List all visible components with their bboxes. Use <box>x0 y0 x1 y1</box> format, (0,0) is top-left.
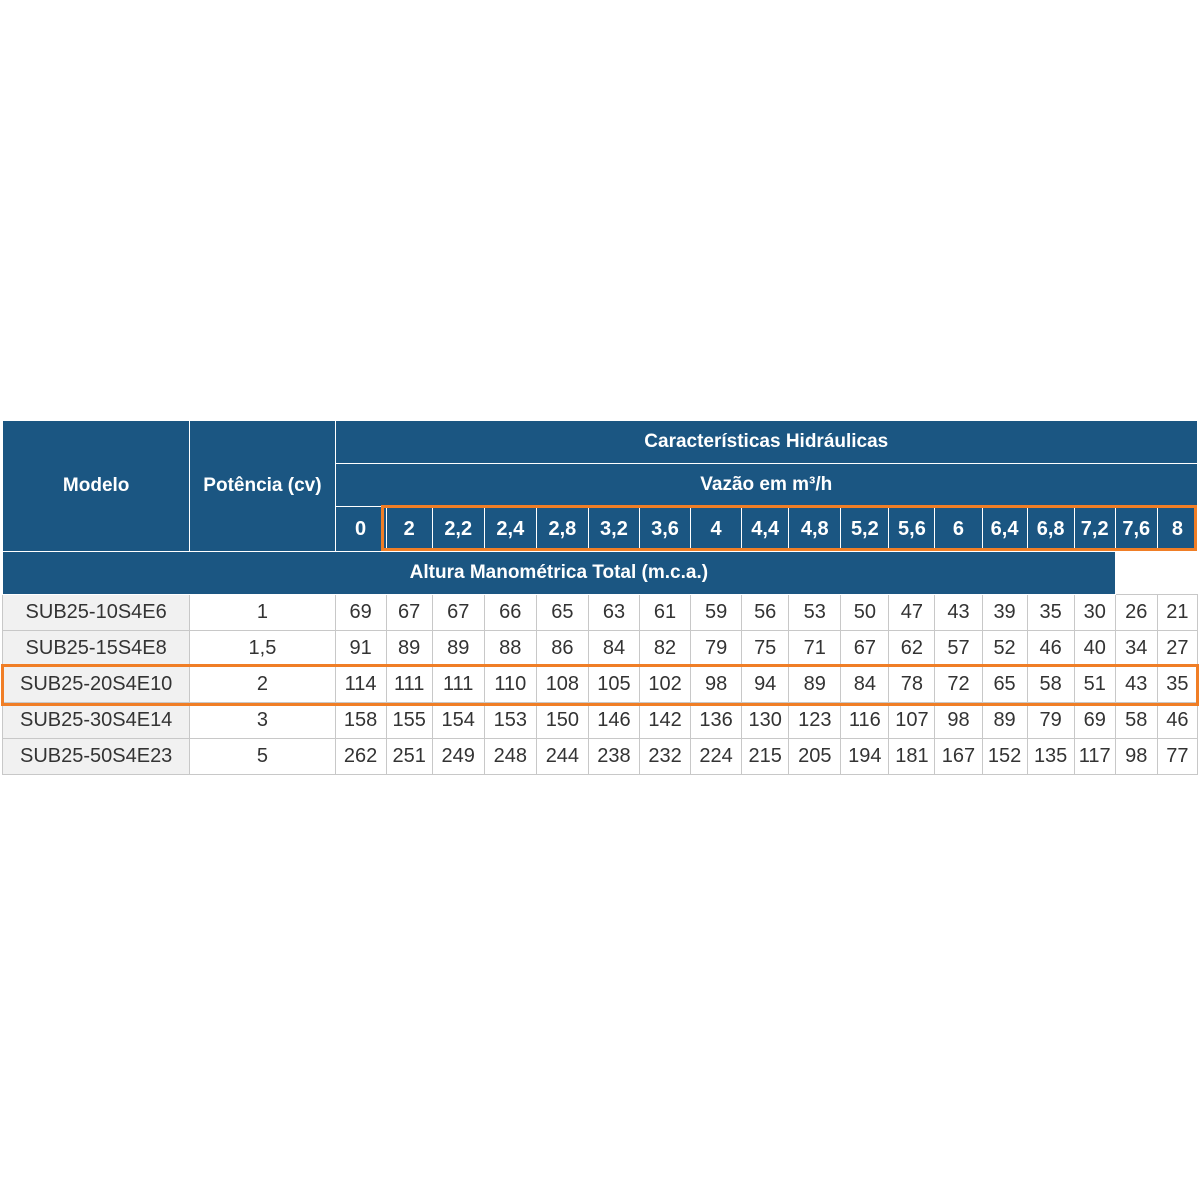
head-value-cell: 262 <box>335 739 386 775</box>
head-value-cell: 43 <box>1115 667 1157 703</box>
flow-value: 2 <box>386 507 432 552</box>
head-value-cell: 94 <box>742 667 789 703</box>
flow-value: 3,6 <box>640 507 691 552</box>
table-row <box>3 703 1198 739</box>
flow-value: 2,4 <box>484 507 536 552</box>
head-value-cell: 65 <box>982 667 1027 703</box>
table-row <box>3 739 1198 775</box>
flow-value: 5,2 <box>841 507 889 552</box>
head-value-cell: 52 <box>982 631 1027 667</box>
model-cell: SUB25-15S4E8 <box>3 631 190 667</box>
power-cell: 2 <box>190 667 335 703</box>
head-value-cell: 107 <box>889 703 935 739</box>
head-value-cell: 67 <box>386 595 432 631</box>
flow-value: 4 <box>691 507 742 552</box>
head-value-cell: 167 <box>935 739 982 775</box>
head-value-cell: 155 <box>386 703 432 739</box>
table-row <box>3 631 1198 667</box>
head-value-cell: 46 <box>1157 703 1197 739</box>
head-value-cell: 114 <box>335 667 386 703</box>
head-value-cell: 136 <box>691 703 742 739</box>
head-value-cell: 215 <box>742 739 789 775</box>
head-value-cell: 89 <box>789 667 841 703</box>
head-value-cell: 53 <box>789 595 841 631</box>
power-header: Potência (cv) <box>190 421 335 552</box>
head-value-cell: 30 <box>1074 595 1115 631</box>
head-value-cell: 65 <box>536 595 588 631</box>
head-value-cell: 72 <box>935 667 982 703</box>
head-value-cell: 194 <box>841 739 889 775</box>
head-value-cell: 62 <box>889 631 935 667</box>
head-value-cell: 158 <box>335 703 386 739</box>
head-value-cell: 89 <box>432 631 484 667</box>
head-value-cell: 75 <box>742 631 789 667</box>
head-value-cell: 110 <box>484 667 536 703</box>
head-value-cell: 79 <box>1027 703 1074 739</box>
power-cell: 5 <box>190 739 335 775</box>
flow-value: 2,2 <box>432 507 484 552</box>
head-value-cell: 135 <box>1027 739 1074 775</box>
head-value-cell: 58 <box>1115 703 1157 739</box>
head-value-cell: 181 <box>889 739 935 775</box>
head-value-cell: 58 <box>1027 667 1074 703</box>
model-cell: SUB25-30S4E14 <box>3 703 190 739</box>
model-header: Modelo <box>3 421 190 552</box>
flow-value: 6,8 <box>1027 507 1074 552</box>
model-cell: SUB25-50S4E23 <box>3 739 190 775</box>
head-value-cell: 79 <box>691 631 742 667</box>
head-value-cell: 153 <box>484 703 536 739</box>
head-value-cell: 51 <box>1074 667 1115 703</box>
head-value-cell: 86 <box>536 631 588 667</box>
head-value-cell: 34 <box>1115 631 1157 667</box>
head-value-cell: 146 <box>588 703 639 739</box>
head-value-cell: 27 <box>1157 631 1197 667</box>
head-value-cell: 35 <box>1027 595 1074 631</box>
head-value-cell: 71 <box>789 631 841 667</box>
head-value-cell: 111 <box>432 667 484 703</box>
performance-table <box>2 420 1198 775</box>
head-value-cell: 69 <box>335 595 386 631</box>
head-value-cell: 47 <box>889 595 935 631</box>
head-value-cell: 205 <box>789 739 841 775</box>
head-value-cell: 63 <box>588 595 639 631</box>
head-value-cell: 98 <box>1115 739 1157 775</box>
head-value-cell: 67 <box>841 631 889 667</box>
head-value-cell: 98 <box>935 703 982 739</box>
flow-value: 0 <box>335 507 386 552</box>
flow-value: 3,2 <box>588 507 639 552</box>
head-value-cell: 82 <box>640 631 691 667</box>
head-value-cell: 232 <box>640 739 691 775</box>
head-value-cell: 89 <box>386 631 432 667</box>
head-value-cell: 152 <box>982 739 1027 775</box>
head-value-cell: 142 <box>640 703 691 739</box>
head-value-cell: 224 <box>691 739 742 775</box>
head-value-cell: 98 <box>691 667 742 703</box>
table-row <box>3 595 1198 631</box>
head-value-cell: 46 <box>1027 631 1074 667</box>
head-value-cell: 21 <box>1157 595 1197 631</box>
table-row <box>3 667 1198 703</box>
head-value-cell: 43 <box>935 595 982 631</box>
head-value-cell: 91 <box>335 631 386 667</box>
head-value-cell: 249 <box>432 739 484 775</box>
flow-value: 4,4 <box>742 507 789 552</box>
head-value-cell: 116 <box>841 703 889 739</box>
power-cell: 1,5 <box>190 631 335 667</box>
power-cell: 3 <box>190 703 335 739</box>
head-value-cell: 108 <box>536 667 588 703</box>
model-cell: SUB25-20S4E10 <box>3 667 190 703</box>
head-value-cell: 61 <box>640 595 691 631</box>
head-value-cell: 77 <box>1157 739 1197 775</box>
head-value-cell: 238 <box>588 739 639 775</box>
head-value-cell: 88 <box>484 631 536 667</box>
head-value-cell: 84 <box>588 631 639 667</box>
hydraulic-header: Características Hidráulicas <box>335 421 1197 464</box>
head-value-cell: 26 <box>1115 595 1157 631</box>
head-value-cell: 154 <box>432 703 484 739</box>
head-value-cell: 40 <box>1074 631 1115 667</box>
flow-value: 6,4 <box>982 507 1027 552</box>
table-body <box>3 595 1198 775</box>
flow-value: 7,2 <box>1074 507 1115 552</box>
performance-table-container <box>2 420 1198 775</box>
head-value-cell: 56 <box>742 595 789 631</box>
head-header: Altura Manométrica Total (m.c.a.) <box>3 552 1116 595</box>
head-value-cell: 67 <box>432 595 484 631</box>
head-value-cell: 105 <box>588 667 639 703</box>
head-value-cell: 89 <box>982 703 1027 739</box>
head-value-cell: 102 <box>640 667 691 703</box>
head-value-cell: 150 <box>536 703 588 739</box>
flow-value: 5,6 <box>889 507 935 552</box>
head-value-cell: 84 <box>841 667 889 703</box>
head-value-cell: 123 <box>789 703 841 739</box>
head-value-cell: 50 <box>841 595 889 631</box>
power-cell: 1 <box>190 595 335 631</box>
head-value-cell: 111 <box>386 667 432 703</box>
flow-value: 2,8 <box>536 507 588 552</box>
head-value-cell: 78 <box>889 667 935 703</box>
flow-value: 7,6 <box>1115 507 1157 552</box>
head-value-cell: 59 <box>691 595 742 631</box>
head-value-cell: 69 <box>1074 703 1115 739</box>
head-value-cell: 66 <box>484 595 536 631</box>
model-cell: SUB25-10S4E6 <box>3 595 190 631</box>
head-value-cell: 244 <box>536 739 588 775</box>
head-value-cell: 248 <box>484 739 536 775</box>
head-value-cell: 39 <box>982 595 1027 631</box>
head-value-cell: 57 <box>935 631 982 667</box>
head-value-cell: 117 <box>1074 739 1115 775</box>
head-value-cell: 130 <box>742 703 789 739</box>
flow-value: 6 <box>935 507 982 552</box>
head-value-cell: 35 <box>1157 667 1197 703</box>
flow-header: Vazão em m³/h <box>335 464 1197 507</box>
flow-value: 4,8 <box>789 507 841 552</box>
head-value-cell: 251 <box>386 739 432 775</box>
flow-value: 8 <box>1157 507 1197 552</box>
